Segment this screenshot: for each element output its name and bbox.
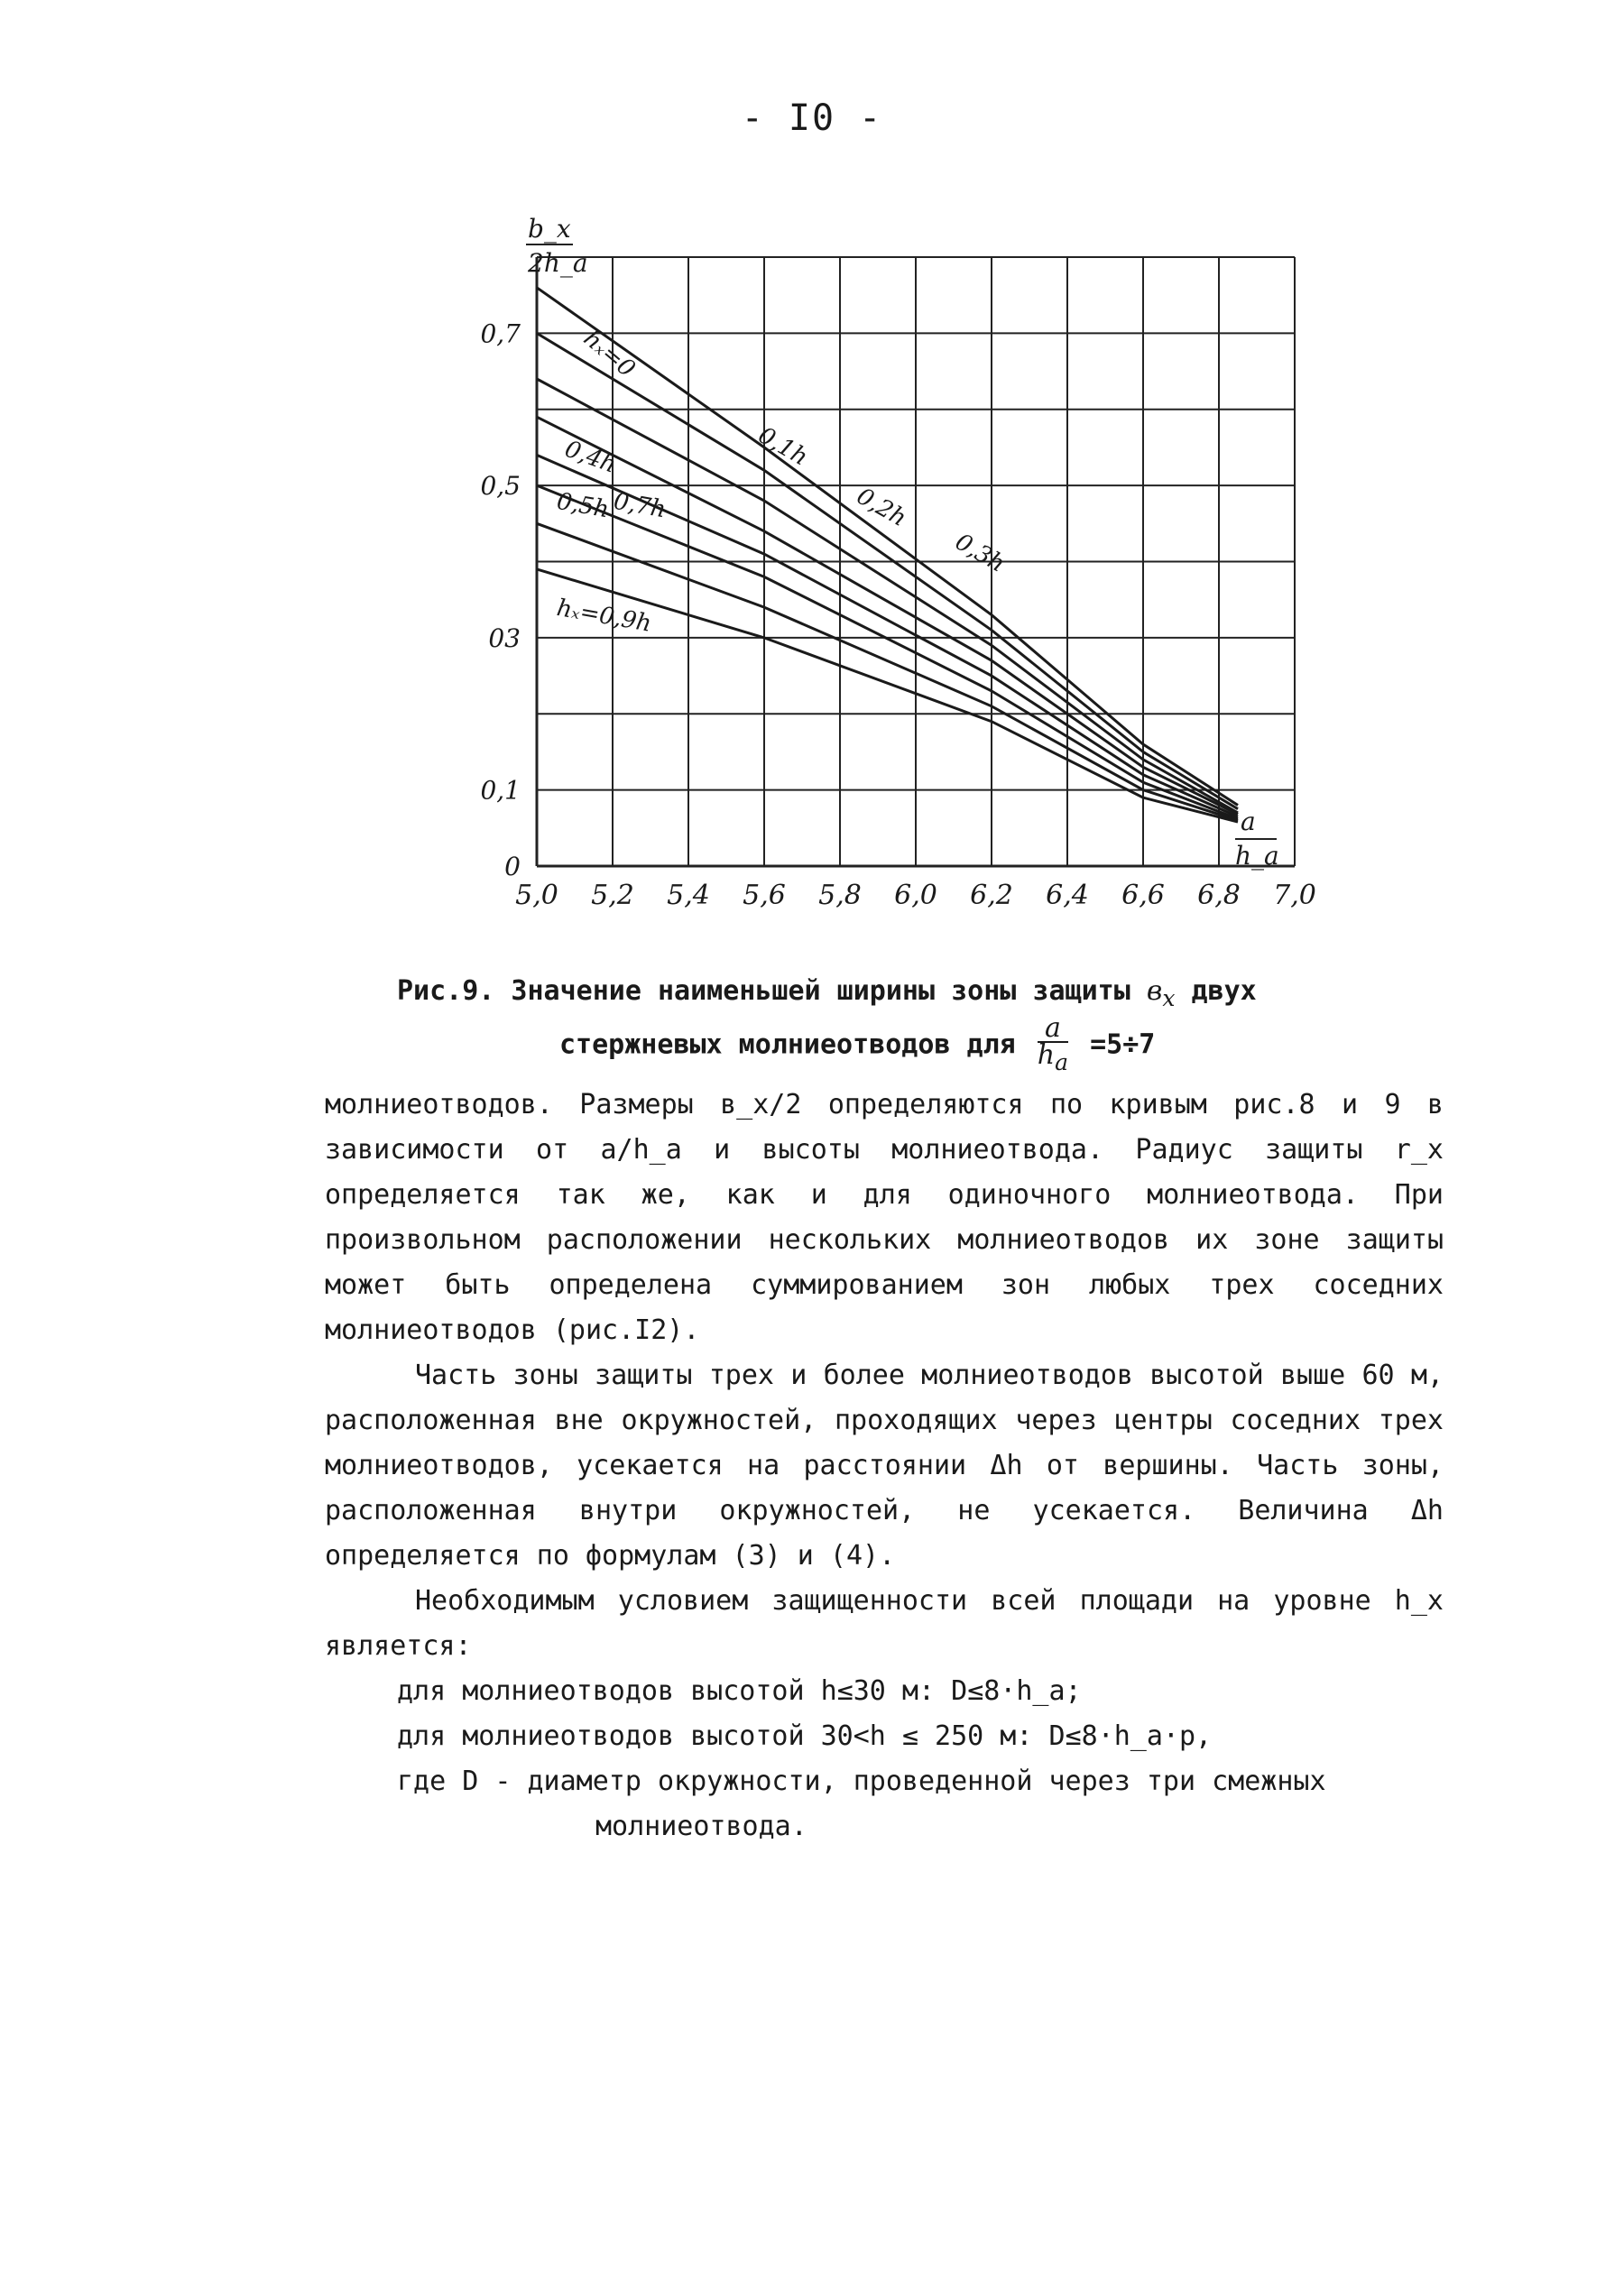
series-label: hₓ=0 — [577, 325, 641, 383]
paragraph-1: молниеотводов. Размеры в_x/2 определяются по кривым рис.8 и 9 в зависимости от a/h_a и высоты молниеотвода. Радиус защиты r_x определяется так же, как и для одиночного молниеотвода. При произвольном расположении нескольких молниеотводов их зоне защиты может быть определена суммированием зон любых трех соседних молниеотводов (рис.I2). — [325, 1089, 1444, 1346]
chart-curves — [537, 288, 1238, 822]
caption-line-2 — [397, 1012, 1389, 1075]
y-axis-title-top: b_x — [528, 214, 571, 244]
y-axis-title-bottom: 2h_a — [528, 248, 588, 278]
y-tick-label: 0,7 — [480, 318, 521, 349]
caption-bx: $в_x$ — [1146, 975, 1176, 1011]
paragraph-3: Необходимым условием защищенности всей площади на уровне h_x является: — [325, 1585, 1444, 1662]
body-text — [325, 1083, 1444, 1849]
caption-line-1 — [397, 974, 1389, 1016]
series-line — [537, 379, 1238, 813]
chart-svg — [469, 207, 1353, 920]
y-tick-label: 03 — [488, 622, 521, 653]
series-line — [537, 288, 1238, 806]
condition-1: для молниеотводов высотой h≤30 м: D≤8·h_a; — [397, 1675, 1082, 1707]
x-tick-label: 6,0 — [894, 880, 937, 911]
where-line: где D - диаметр окружности, проведенной через три смежных — [397, 1766, 1326, 1797]
series-label: 0,4h — [561, 435, 620, 479]
x-tick-label: 6,6 — [1121, 880, 1165, 911]
x-tick-label: 6,4 — [1046, 880, 1089, 911]
figure-chart — [469, 207, 1353, 920]
caption-range: =5÷7 — [1090, 1028, 1156, 1061]
page-number: - I0 - — [741, 97, 883, 139]
x-tick-label: 6,2 — [970, 880, 1013, 911]
chart-y-ticks — [480, 318, 521, 881]
series-label: 0,5h — [554, 487, 612, 524]
x-tick-label: 5,0 — [515, 880, 558, 911]
where-continuation: молниеотвода. — [595, 1811, 807, 1842]
x-tick-label: 5,2 — [591, 880, 634, 911]
caption-text-a: Рис.9. Значение наименьшей ширины зоны защиты — [397, 975, 1130, 1007]
y-tick-label: 0,5 — [480, 471, 521, 502]
x-tick-label: 7,0 — [1273, 880, 1316, 911]
caption-text-c: стержневых молниеотводов для — [559, 1028, 1016, 1061]
fraction-numerator: a — [1044, 1012, 1061, 1044]
caption-fraction — [1037, 1012, 1069, 1075]
series-label: 0,2h — [852, 483, 911, 533]
fraction-denominator: $h_a$ — [1037, 1039, 1069, 1075]
x-tick-label: 6,8 — [1197, 880, 1241, 911]
x-axis-title-top: a — [1241, 807, 1256, 836]
x-tick-label: 5,4 — [667, 880, 710, 911]
paragraph-2: Часть зоны защиты трех и более молниеотводов высотой выше 60 м, расположенная вне окружностей, проходящих через центры соседних трех молниеотводов, усекается на расстоянии Δh от вершины. Часть зоны, расположенная внутри окружностей, не усекается. Величина Δh определяется по формулам (3) и (4). — [325, 1360, 1444, 1572]
figure-caption — [397, 974, 1389, 1075]
series-label: hₓ=0,9h — [554, 594, 654, 638]
x-axis-title-bottom: h_a — [1235, 841, 1279, 871]
series-label: 0,3h — [950, 528, 1010, 578]
x-tick-label: 5,6 — [743, 880, 786, 911]
condition-2: для молниеотводов высотой 30<h ≤ 250 м: D≤8·h_a·p, — [397, 1720, 1213, 1752]
series-line — [537, 333, 1238, 808]
y-tick-label: 0,1 — [480, 775, 521, 806]
x-tick-label: 5,8 — [818, 880, 862, 911]
series-label: 0,7h — [611, 487, 669, 524]
y-tick-label: 0 — [504, 852, 521, 881]
series-label: 0,1h — [753, 421, 813, 472]
caption-text-b: двух — [1191, 975, 1257, 1007]
chart-x-ticks — [515, 880, 1316, 911]
